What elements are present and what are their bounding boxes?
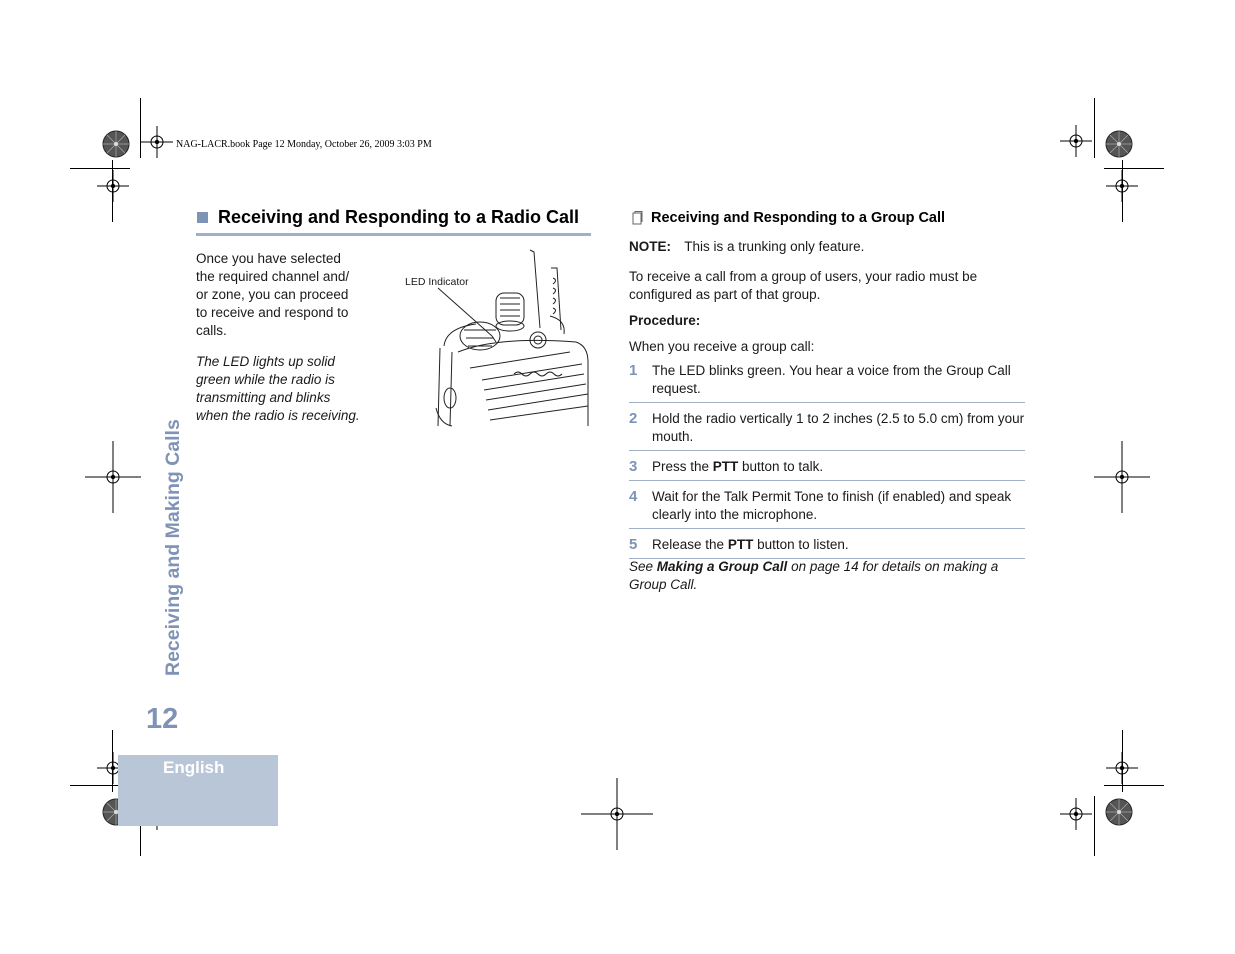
page-number: 12 (146, 703, 179, 735)
see-line-2: Group Call. (629, 577, 698, 592)
procedure-step (629, 488, 1025, 529)
intro-paragraph (196, 250, 396, 340)
radio-illustration (430, 248, 592, 430)
step-text: Press the PTT button to talk. (652, 459, 824, 474)
led-indicator-label: LED Indicator (405, 276, 469, 288)
group-call-heading: Receiving and Responding to a Group Call (651, 210, 946, 226)
step-text: Hold the radio vertically 1 to 2 inches (2.5 to 5.0 cm) from your mouth. (652, 411, 1025, 444)
step-text: The LED blinks green. You hear a voice from the Group Call request. (652, 363, 1011, 396)
note-label: NOTE: (629, 239, 671, 254)
intro-line: Once you have selected (196, 251, 341, 266)
subheading-page-icon (632, 211, 643, 225)
group-paragraph-line: To receive a call from a group of users, your radio must be (629, 269, 978, 284)
note-text: This is a trunking only feature. (684, 239, 865, 254)
language-label: English (163, 758, 225, 777)
intro-line: or zone, you can proceed (196, 287, 349, 302)
see-link-text: Making a Group Call (656, 559, 788, 574)
heading-square-icon (197, 212, 208, 223)
heading-rule (196, 233, 591, 236)
sidebar-section-title: Receiving and Making Calls (162, 419, 184, 676)
procedure-step (629, 410, 1025, 451)
step-text: Release the PTT button to listen. (652, 537, 849, 552)
procedure-label: Procedure: (629, 313, 701, 328)
led-line: The LED lights up solid (196, 354, 335, 369)
see-suffix: on page 14 for details on making a (787, 559, 999, 574)
see-prefix: See (629, 559, 657, 574)
step-text: Wait for the Talk Permit Tone to finish (if enabled) and speak clearly into the microphone. (652, 489, 1012, 522)
intro-line: to receive and respond to (196, 305, 349, 320)
intro-line: calls. (196, 323, 227, 338)
step-number: 4 (629, 488, 638, 505)
step-number: 5 (629, 536, 638, 553)
note (629, 238, 864, 256)
when-text: When you receive a group call: (629, 339, 815, 354)
procedure-steps (629, 362, 1025, 566)
led-line: transmitting and blinks (196, 390, 331, 405)
step-number: 2 (629, 410, 638, 427)
led-paragraph (196, 353, 396, 425)
led-line: green while the radio is (196, 372, 335, 387)
procedure-step (629, 536, 1025, 559)
book-slug: NAG-LACR.book Page 12 Monday, October 26, 2009 3:03 PM (176, 139, 432, 150)
see-also-paragraph (629, 558, 1029, 594)
step-number: 3 (629, 458, 638, 475)
intro-line: the required channel and/ (196, 269, 350, 284)
procedure-step (629, 362, 1025, 403)
procedure-step (629, 458, 1025, 481)
radio-call-heading: Receiving and Responding to a Radio Call (218, 207, 580, 227)
led-line: when the radio is receiving. (196, 408, 360, 423)
step-number: 1 (629, 362, 638, 379)
group-paragraph-line: configured as part of that group. (629, 287, 821, 302)
group-paragraph (629, 268, 1029, 304)
